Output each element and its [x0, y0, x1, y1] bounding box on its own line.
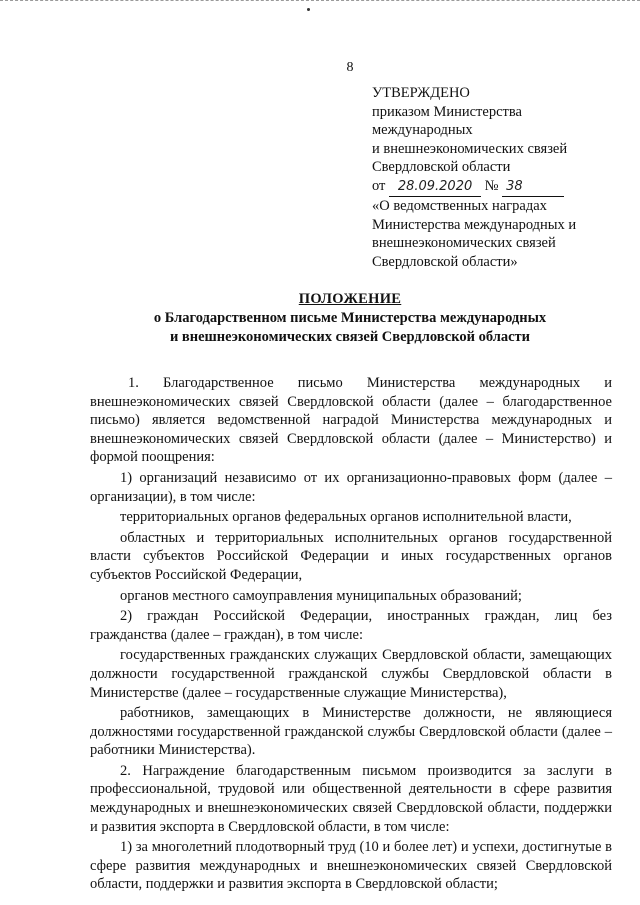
approval-block [372, 84, 622, 271]
page-number: 8 [346, 60, 354, 75]
paragraph: территориальных органов федеральных органов исполнительной власти, [120, 509, 572, 526]
date-prefix: от [372, 177, 386, 194]
approval-line: приказом Министерства [372, 103, 522, 120]
scan-edge [0, 0, 640, 4]
title-sub: о Благодарственном письме Министерства международных [153, 310, 547, 326]
approval-heading: УТВЕРЖДЕНО [372, 85, 470, 101]
scan-dot [307, 8, 310, 11]
approval-line: и внешнеэкономических связей [372, 140, 568, 157]
paragraph: государственных гражданских служащих Свердловской области, замещающих должности государственной гражданской службы Свердловской области в Министерстве (далее – государственные служащие Министерства), [90, 647, 612, 701]
number-prefix: № [484, 177, 499, 194]
title-sub: и внешнеэкономических связей Свердловской области [169, 329, 531, 345]
paragraph: 2. Награждение благодарственным письмом производится за заслуги в профессиональной, трудовой или общественной деятельности в сфере развития международных и внешнеэкономических связей Свердловской области, поддержки и развития экспорта в Свердловской области, в том числе: [90, 762, 612, 835]
approval-line: Свердловской области» [372, 253, 518, 270]
approval-date-line [372, 177, 622, 198]
paragraph: органов местного самоуправления муниципальных образований; [120, 587, 522, 604]
approval-line: Министерства международных и [372, 216, 577, 233]
document-title [90, 290, 610, 347]
document-body [90, 374, 612, 896]
handwritten-date: 28.09.2020 [389, 178, 481, 198]
paragraph: областных и территориальных исполнительных органов государственной власти субъектов Российской Федерации и иных государственных органов субъектов Российской Федерации, [90, 529, 612, 583]
paragraph: 1. Благодарственное письмо Министерства международных и внешнеэкономических связей Свердловской области (далее – благодарственное письмо) является ведомственной наградой Министерства международных и внешнеэкономических связей Свердловской области (далее – Министерство) и формой поощрения: [90, 375, 612, 466]
approval-line: международных [372, 122, 473, 138]
approval-line: внешнеэкономических связей [372, 235, 556, 251]
paragraph: 1) организаций независимо от их организационно-правовых форм (далее – организации), в том числе: [90, 469, 612, 505]
paragraph: 2) граждан Российской Федерации, иностранных граждан, лиц без гражданства (далее – граждан), в том числе: [90, 608, 612, 643]
paragraph: 1) за многолетний плодотворный труд (10 и более лет) и успехи, достигнутые в сфере развития международных и внешнеэкономических связей Свердловской области, поддержки и развития экспорта в Свердловской области; [90, 839, 612, 893]
paragraph: работников, замещающих в Министерстве должности, не являющиеся должностями государственной гражданской службы Свердловской области (далее – работники Министерства). [90, 705, 612, 759]
approval-line: «О ведомственных наградах [372, 198, 547, 214]
approval-line: Свердловской области [372, 159, 511, 175]
title-main: ПОЛОЖЕНИЕ [298, 291, 402, 307]
handwritten-number: 38 [502, 178, 564, 198]
